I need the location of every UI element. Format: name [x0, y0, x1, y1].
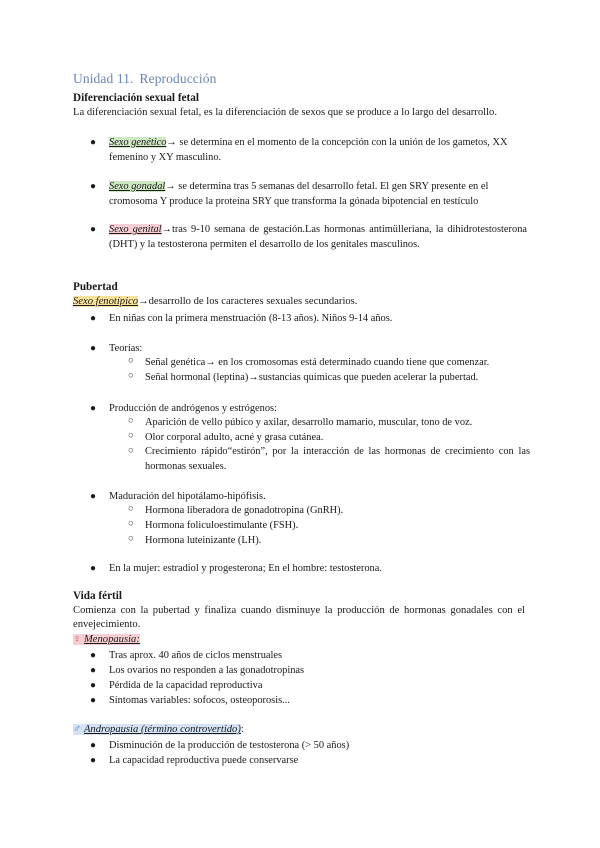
- male-symbol-icon: ♂: [73, 724, 81, 735]
- sub-list-item: Señal genética→ en los cromosomas está determinado cuando tiene que comenzar.: [145, 357, 490, 368]
- fenotipico-line: Sexo fenotípico→desarrollo de los caracteres sexuales secundarios.: [73, 296, 358, 307]
- female-symbol-icon: ♀: [73, 634, 81, 645]
- vida-fertil-intro: Comienza con la pubertad y finaliza cuando disminuye la producción de hormonas gonadales con el envejecimiento.: [73, 605, 525, 630]
- term-sexo-fenotipico: Sexo fenotípico: [73, 296, 139, 307]
- page-title: [73, 71, 216, 87]
- list-item: Síntomas variables: sofocos, osteoporosis...: [109, 695, 290, 706]
- list-item: Disminución de la producción de testosterona (> 50 años): [109, 740, 350, 751]
- section-heading-fetal: Diferenciación sexual fetal: [73, 92, 199, 104]
- circle-bullet-icon: ○: [128, 356, 134, 366]
- term-sexo-genital: Sexo genital: [109, 224, 162, 235]
- list-item: Teorías:: [109, 343, 143, 354]
- circle-bullet-icon: ○: [128, 534, 134, 544]
- sub-list-item: Hormona luteinizante (LH).: [145, 535, 262, 546]
- bullet-icon: ●: [90, 137, 97, 148]
- bullet-icon: ●: [90, 181, 97, 192]
- unit-number: Unidad 11.: [73, 71, 134, 86]
- list-item: Sexo genital→tras 9-10 semana de gestación.Las hormonas antimülleriana, la dihidrotestosterona (DHT) y la testosterona permiten el desarrollo de los genitales masculinos.: [109, 224, 527, 250]
- bullet-icon: ●: [90, 695, 97, 706]
- bullet-icon: ●: [90, 563, 97, 574]
- list-item: En niñas con la primera menstruación (8-13 años). Niños 9-14 años.: [109, 313, 393, 324]
- andropausia-label: ♂ Andropausia (término controvertido):: [73, 724, 244, 735]
- circle-bullet-icon: ○: [128, 416, 134, 426]
- section-heading-vida-fertil: Vida fértil: [73, 590, 122, 602]
- term-sexo-gonadal: Sexo gonadal: [109, 181, 166, 192]
- fetal-intro: La diferenciación sexual fetal, es la diferenciación de sexos que se produce a lo largo del desarrollo.: [73, 107, 497, 118]
- bullet-icon: ●: [90, 403, 97, 414]
- circle-bullet-icon: ○: [128, 431, 134, 441]
- sub-list-item: Señal hormonal (leptina)→sustancias químicas que pueden acelerar la pubertad.: [145, 372, 479, 383]
- list-item: En la mujer: estradiol y progesterona; En el hombre: testosterona.: [109, 563, 382, 574]
- list-item: Los ovarios no responden a las gonadotropinas: [109, 665, 305, 676]
- bullet-icon: ●: [90, 343, 97, 354]
- bullet-icon: ●: [90, 680, 97, 691]
- bullet-icon: ●: [90, 665, 97, 676]
- sub-list-item: Aparición de vello púbico y axilar, desarrollo mamario, muscular, tono de voz.: [145, 417, 473, 428]
- list-item: La capacidad reproductiva puede conservarse: [109, 755, 299, 766]
- circle-bullet-icon: ○: [128, 371, 134, 381]
- list-item: Tras aprox. 40 años de ciclos menstruales: [109, 650, 283, 661]
- bullet-icon: ●: [90, 313, 97, 324]
- sub-list-item: Hormona foliculoestimulante (FSH).: [145, 520, 299, 531]
- bullet-icon: ●: [90, 740, 97, 751]
- circle-bullet-icon: ○: [128, 446, 134, 456]
- sub-list-item: Hormona liberadora de gonadotropina (GnRH).: [145, 505, 344, 516]
- circle-bullet-icon: ○: [128, 519, 134, 529]
- list-item: Sexo gonadal→ se determina tras 5 semanas del desarrollo fetal. El gen SRY presente en el cromosoma Y produce la proteína SRY que transforma la gónada bipotencial en testículo: [109, 181, 489, 207]
- term-sexo-genetico: Sexo genético: [109, 137, 167, 148]
- circle-bullet-icon: ○: [128, 504, 134, 514]
- list-item: Sexo genético→ se determina en el momento de la concepción con la unión de los gametos, XX femenino y XY masculino.: [109, 137, 508, 163]
- sub-list-item: Olor corporal adulto, acné y grasa cutánea.: [145, 432, 324, 443]
- bullet-icon: ●: [90, 224, 97, 235]
- menopausia-label: ♀ Menopausia:: [73, 634, 140, 645]
- list-item: Maduración del hipotálamo-hipófisis.: [109, 491, 266, 502]
- section-heading-pubertad: Pubertad: [73, 281, 118, 293]
- list-item: Pérdida de la capacidad reproductiva: [109, 680, 263, 691]
- bullet-icon: ●: [90, 755, 97, 766]
- list-item: Producción de andrógenos y estrógenos:: [109, 403, 277, 414]
- bullet-icon: ●: [90, 491, 97, 502]
- unit-topic: Reproducción: [139, 71, 217, 86]
- bullet-icon: ●: [90, 650, 97, 661]
- sub-list-item: Crecimiento rápido“estirón”, por la interacción de las hormonas de crecimiento con las hormonas sexuales.: [145, 446, 530, 472]
